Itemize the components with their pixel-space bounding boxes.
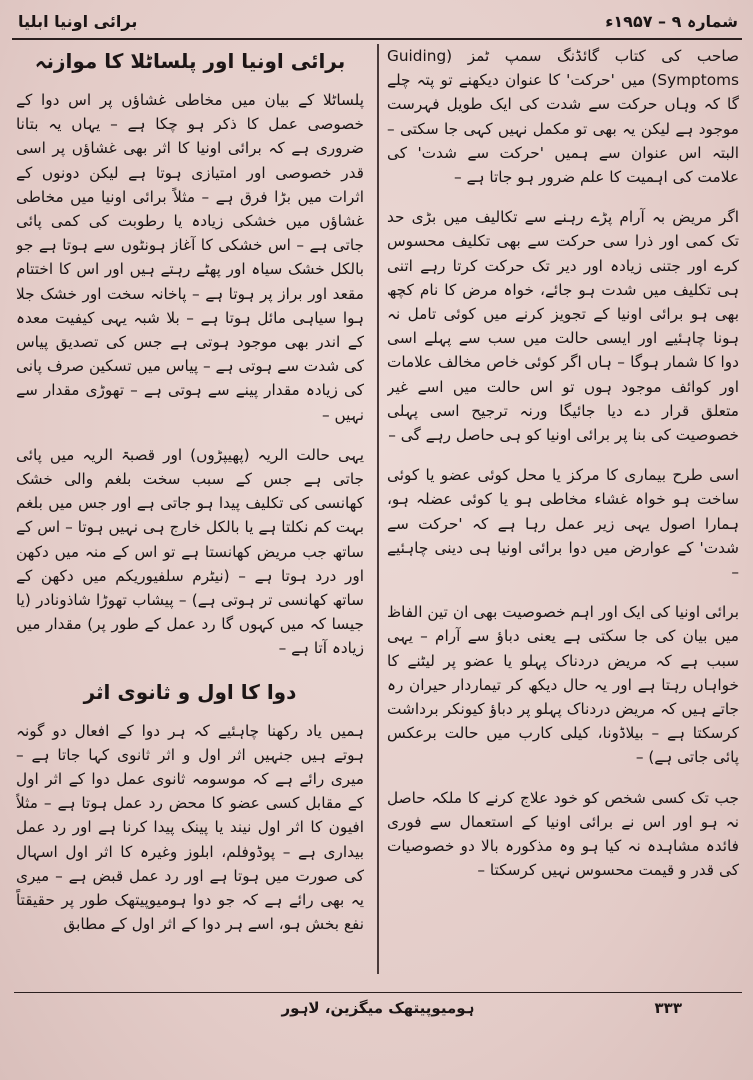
paragraph: صاحب کی کتاب گائڈنگ سمپ ٹمز (Guiding Symptoms) میں 'حرکت' کا عنوان دیکھنے تو پتہ چلے گا کہ وہاں حرکت سے شدت کی ایک طویل فہرست موجود ہے لیکن یہ بھی تو مکمل نہیں کہی جا سکتی – البتہ اس عنوان سے ہمیں 'حرکت سے شدت' کی علامت کی اہمیت کا علم ضرور ہو جاتا ہے – — [387, 47, 739, 187]
page-number: ۳۳۳ — [654, 999, 682, 1017]
running-title: برائی اونیا ابلیا — [18, 12, 138, 31]
paragraph: برائی اونیا کی ایک اور اہم خصوصیت بھی ان تین الفاظ میں بیان کی جا سکتی ہے یعنی دباؤ سے آرام – یہی سبب ہے کہ مریض دردناک پہلو یا عضو پر لیٹنے کا خواہاں رہتا ہے اور یہ حال دیکھ کر تیماردار حیران رہ جاتے ہیں کہ مریض دردناک پہلو پر دباؤ کیونکر برداشت کرسکتا ہے – بیلاڈونا، کیلی کارب میں حالت برعکس پائی جاتی ہے) – — [387, 603, 739, 767]
paragraph: جب تک کسی شخص کو خود علاج کرنے کا ملکہ حاصل نہ ہو اور اس نے برائی اونیا کے استعمال سے فوری فائدہ مشاہدہ نہ کیا ہو وہ مذکورہ بالا دو خصوصیات کی قدر و قیمت محسوس نہیں کرسکتا – — [387, 788, 739, 880]
page-footer — [14, 992, 742, 1023]
issue-number: شمارہ ۹ – ۱۹۵۷ء — [605, 12, 738, 31]
paragraph: یہی حالت الریہ (پھیپڑوں) اور قصبۃ الریہ میں پائی جاتی ہے جس کے سبب سخت بلغم والی خشک کھانسی کی تکلیف پیدا ہو جاتی ہے اور جس میں بلغم بہت کم نکلتا ہے یا بالکل خارج ہی نہیں ہوتا – اس کے ساتھ جب مریض کھانستا ہے تو اس کے منہ میں دکھن اور درد ہوتا ہے – (نیٹرم سلفیوریکم میں دکھن کے ساتھ کھانسی تر ہوتی ہے) – پیشاب تھوڑا شاذونادر (یا جیسا کہ میں کہوں گا رد عمل کے طور پر) مقدار میں زیادہ آتا ہے – — [16, 445, 364, 658]
section-heading: دوا کا اول و ثانوی اثر — [83, 679, 297, 704]
column-divider — [377, 44, 379, 974]
paragraph: ہمیں یاد رکھنا چاہئیے کہ ہر دوا کے افعال دو گونہ ہوتے ہیں جنہیں اثر اول و اثر ثانوی کہا جاتا ہے – میری رائے ہے کہ موسومہ ثانوی عمل دوا کے اثر اول کے مقابل کسی عضو کا محض رد عمل ہوتا ہے – مثلاً افیون کا اثر اول نیند یا پینک پیدا کرنا ہے اور رد عمل بیداری ہے – پوڈوفلم، ابلوز وغیرہ کا اثر اول اسہال کی صورت میں ہوتا ہے اور رد عمل قبض ہے – میری یہ بھی رائے ہے کہ جو دوا ہومیوپیتھک طور پر حقیقتاً نفع بخش ہو، اسے ہر دوا کے اثر اول کے مطابق — [16, 721, 364, 934]
section-heading: برائی اونیا اور پلساٹلا کا موازنہ — [34, 49, 346, 73]
paragraph: اسی طرح بیماری کا مرکز یا محل کوئی عضو یا کوئی ساخت ہو خواہ غشاء مخاطی ہو یا کوئی عضلہ ہو، ہمارا اصول یہی زیر عمل رہا ہے کہ 'حرکت سے شدت' کے عوارض میں دوا برائی اونیا ہی دینی چاہئیے – — [387, 466, 739, 582]
right-column — [387, 44, 739, 974]
page-header — [12, 10, 742, 40]
paragraph: پلساٹلا کے بیان میں مخاطی غشاؤں پر اس دوا کے خصوصی عمل کا ذکر ہو چکا ہے – یہاں یہ بتانا ضروری ہے کہ برائی اونیا کا اثر بھی غشاؤں پر اسی قدر خصوصی اور امتیازی ہوتا ہے لیکن دونوں کے اثرات میں بڑا فرق ہے – مثلاً برائی اونیا میں مخاطی غشاؤں میں خشکی زیادہ یا رطوبت کی کمی پائی جاتی ہے – اس خشکی کا آغاز ہونٹوں سے ہوتا ہے جو بالکل خشک سیاہ اور پھٹے رہتے ہیں اور اس کا اختتام مقعد اور براز پر ہوتا ہے – پاخانہ سخت اور خشک جلا ہوا سیاہی مائل ہوتا ہے – بلا شبہ یہی کیفیت معدہ کے اندر بھی موجود ہوتی ہے جس کی تصدیق پیاس کی شدت سے ہوتی ہے – پیاس میں تسکین صرف پانی کی زیادہ مقدار پینے سے ہوتی ہے – تھوڑی مقدار سے نہیں – — [16, 91, 364, 424]
publisher-name: ہومیوپیتھک میگزین، لاہور — [281, 999, 475, 1017]
paragraph: اگر مریض بہ آرام پڑے رہنے سے تکالیف میں بڑی حد تک کمی اور ذرا سی حرکت سے بھی تکلیف محسوس کرے اور جتنی زیادہ اور دیر تک حرکت کرتا رہے اتنی ہی تکلیف میں شدت ہو جائے، خواہ مرض کا نام کچھ بھی ہو برائی اونیا کے تجویز کرنے میں کوئی تامل نہ ہونا چاہئیے اور ایسی حالت میں سب سے پہلے اسی دوا کا شمار ہوگا – ہاں اگر کوئی خاص مخالف علامات اور کوائف موجود ہوں تو اس حالت میں اسے غیر متعلق قرار دے دیا جائیگا ورنہ ترجیح اسی پہلی خصوصیت کی بنا پر برائی اونیا کو ہی حاصل رہے گی – — [387, 208, 739, 445]
left-column — [16, 44, 364, 974]
